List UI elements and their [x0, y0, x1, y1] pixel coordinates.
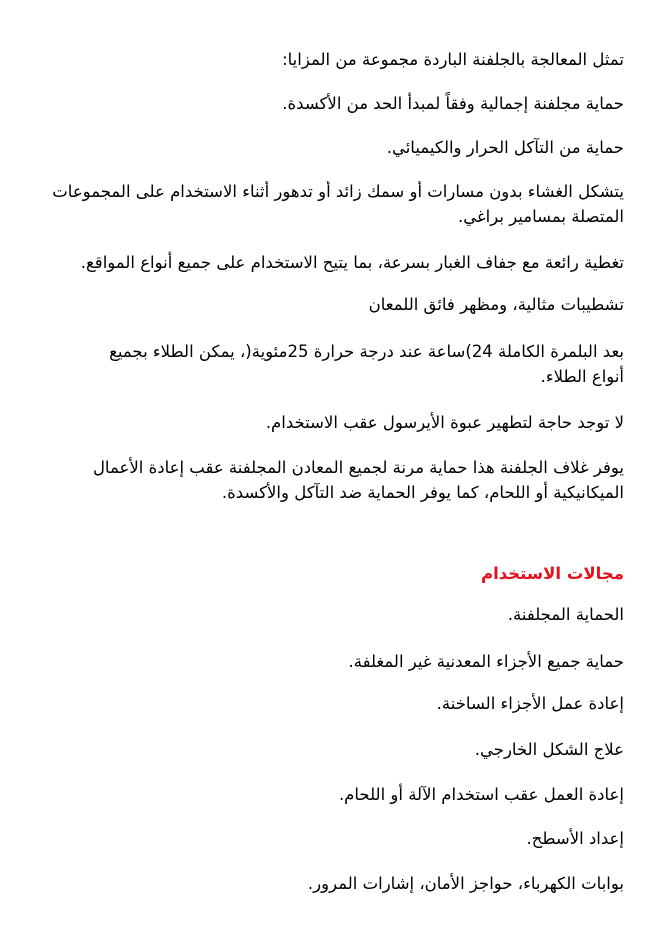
benefit-item-continuation: أنواع الطلاء. [540, 367, 624, 386]
benefit-item: يوفر غلاف الجلفنة هذا حماية مرنة لجميع المعادن المجلفنة عقب إعادة الأعمال [92, 458, 624, 477]
benefit-item: يتشكل الغشاء بدون مسارات أو سمك زائد أو تدهور أثناء الاستخدام على المجموعات [52, 182, 624, 201]
benefit-item-continuation: المتصلة بمسامير براغي. [458, 207, 624, 226]
use-item: علاج الشكل الخارجي. [474, 740, 624, 759]
use-item: إعادة العمل عقب استخدام الآلة أو اللحام. [338, 785, 624, 804]
use-item: حماية جميع الأجزاء المعدنية غير المغلفة. [348, 652, 624, 671]
benefit-item: لا توجد حاجة لتطهير عبوة الأيرسول عقب الاستخدام. [265, 413, 624, 432]
benefit-item-continuation: الميكانيكية أو اللحام، كما يوفر الحماية ضد التآكل والأكسدة. [221, 483, 624, 502]
benefit-item: تشطيبات مثالية، ومظهر فائق اللمعان [368, 295, 624, 314]
use-item: إعداد الأسطح. [526, 829, 624, 848]
benefit-item: تغطية رائعة مع جفاف الغبار بسرعة، بما يتيح الاستخدام على جميع أنواع المواقع. [80, 253, 624, 272]
benefit-item: بعد البلمرة الكاملة 24)ساعة عند درجة حرارة 25مئوية(، يمكن الطلاء بجميع [109, 342, 624, 361]
uses-heading: مجالات الاستخدام [481, 564, 624, 583]
use-item: بوابات الكهرباء، حواجز الأمان، إشارات المرور. [307, 874, 624, 893]
use-item: إعادة عمل الأجزاء الساخنة. [436, 694, 624, 713]
intro-text: تمثل المعالجة بالجلفنة الباردة مجموعة من المزايا: [282, 50, 624, 69]
benefit-item: حماية من التآكل الحرار والكيميائي. [386, 138, 624, 157]
use-item: الحماية المجلفنة. [507, 605, 624, 624]
benefit-item: حماية مجلفنة إجمالية وفقاً لمبدأ الحد من الأكسدة. [282, 94, 624, 113]
